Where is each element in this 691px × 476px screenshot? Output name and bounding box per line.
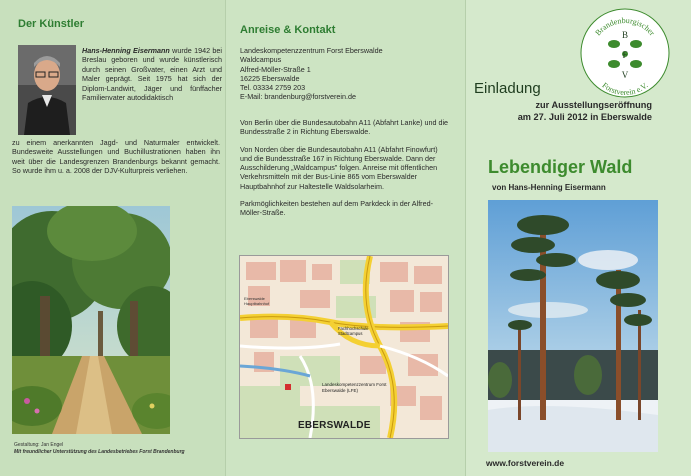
directions-from-berlin: Von Berlin über die Bundesautobahn A11 (Abfahrt Lanke) und die Bundesstraße 2 in Richtung Eberswalde. — [240, 118, 449, 137]
website-link[interactable]: www.forstverein.de — [486, 458, 565, 468]
forstverein-logo — [580, 8, 670, 98]
address-line: 16225 Eberswalde — [240, 73, 300, 83]
exhibition-artist: von Hans-Henning Eisermann — [492, 183, 606, 192]
logo-letter-b: B — [621, 30, 629, 40]
contact-panel — [226, 0, 466, 476]
artist-bio-top: wurde 1942 bei Breslau geboren und wurde künstlerisch durch seinen Großvater, einen Arzt und Maler geprägt. Seit 1975 hat sich der Diplom-Landwirt, Jäger und fünffacher Familienvater autodidaktisch — [82, 46, 222, 103]
artist-name: Hans-Henning Eisermann — [82, 46, 170, 55]
invitation-line-2: am 27. Juli 2012 in Eberswalde — [517, 112, 652, 122]
svg-text:Hauptbahnhof: Hauptbahnhof — [244, 301, 270, 306]
directions-block — [240, 118, 450, 226]
pine-forest-painting — [488, 200, 658, 452]
logo-letter-v: V — [621, 70, 629, 80]
exhibition-title: Lebendiger Wald — [488, 157, 633, 177]
map-city-label: EBERSWALDE — [298, 420, 371, 431]
svg-text:Eberswalde: Eberswalde — [244, 296, 265, 301]
map-lfe-label: Landeskompetenzzentrum Forst Eberswalde (LFE) — [322, 382, 387, 393]
address-line: Waldcampus — [240, 55, 282, 65]
artist-portrait — [18, 45, 76, 135]
credits — [14, 442, 219, 456]
logo-text-bottom: Forstverein e.V. — [600, 80, 650, 98]
invitation-title: Einladung — [474, 80, 541, 97]
credit-support: Mit freundlicher Unterstützung des Landesbetriebes Forst Brandenburg — [14, 449, 185, 455]
artist-bio-continued: zu einem anerkannten Jagd- und Naturmaler entwickelt. Bundesweite Ausstellungen und Buchillustrationen haben ihn weit über die Landesgrenzen Brandenburgs bekannt gemacht. So wurde ihm u. a. 2008 der DJV-Kulturpreis verliehen. — [12, 138, 220, 176]
address-line: Alfred-Möller-Straße 1 — [240, 64, 311, 74]
credit-design: Gestaltung: Jan Engel — [14, 442, 64, 448]
contact-heading: Anreise & Kontakt — [240, 24, 336, 36]
forest-path-painting — [12, 206, 170, 434]
invitation-subtitle — [474, 99, 652, 123]
artist-heading: Der Künstler — [18, 18, 85, 30]
phone-line: Tel. 03334 2759 203 — [240, 83, 306, 93]
email-line: E-Mail: brandenburg@forstverein.de — [240, 92, 356, 102]
parking-info: Parkmöglichkeiten bestehen auf dem Parkdeck in der Alfred-Möller-Straße. — [240, 199, 433, 218]
invitation-panel — [466, 0, 691, 476]
map-campus-label: Fachhochschule Stadtcampus — [338, 326, 369, 336]
logo-letter-f: F — [622, 50, 628, 60]
directions-from-north: Von Norden über die Bundesautobahn A11 (Abfahrt Finowfurt) und die Bundesstraße 167 in Richtung Eberswalde. Dann der Ausschilderung „Waldcampus" folgen. Anreise mit öffentlichen Verkehrsmitteln mit der Bus-Linie 865 vom Eberswalder Hauptbahnhof zur Haltestelle Waldsolarheim. — [240, 144, 438, 191]
address-line: Landeskompetenzzentrum Forst Eberswalde — [240, 46, 383, 55]
artist-bio-intro — [82, 46, 222, 102]
logo-text-top: Brandenburgischer — [593, 15, 657, 38]
address-block — [240, 46, 383, 102]
artist-panel — [0, 0, 226, 476]
invitation-line-1: zur Ausstellungseröffnung — [535, 100, 652, 110]
city-map — [239, 255, 449, 439]
